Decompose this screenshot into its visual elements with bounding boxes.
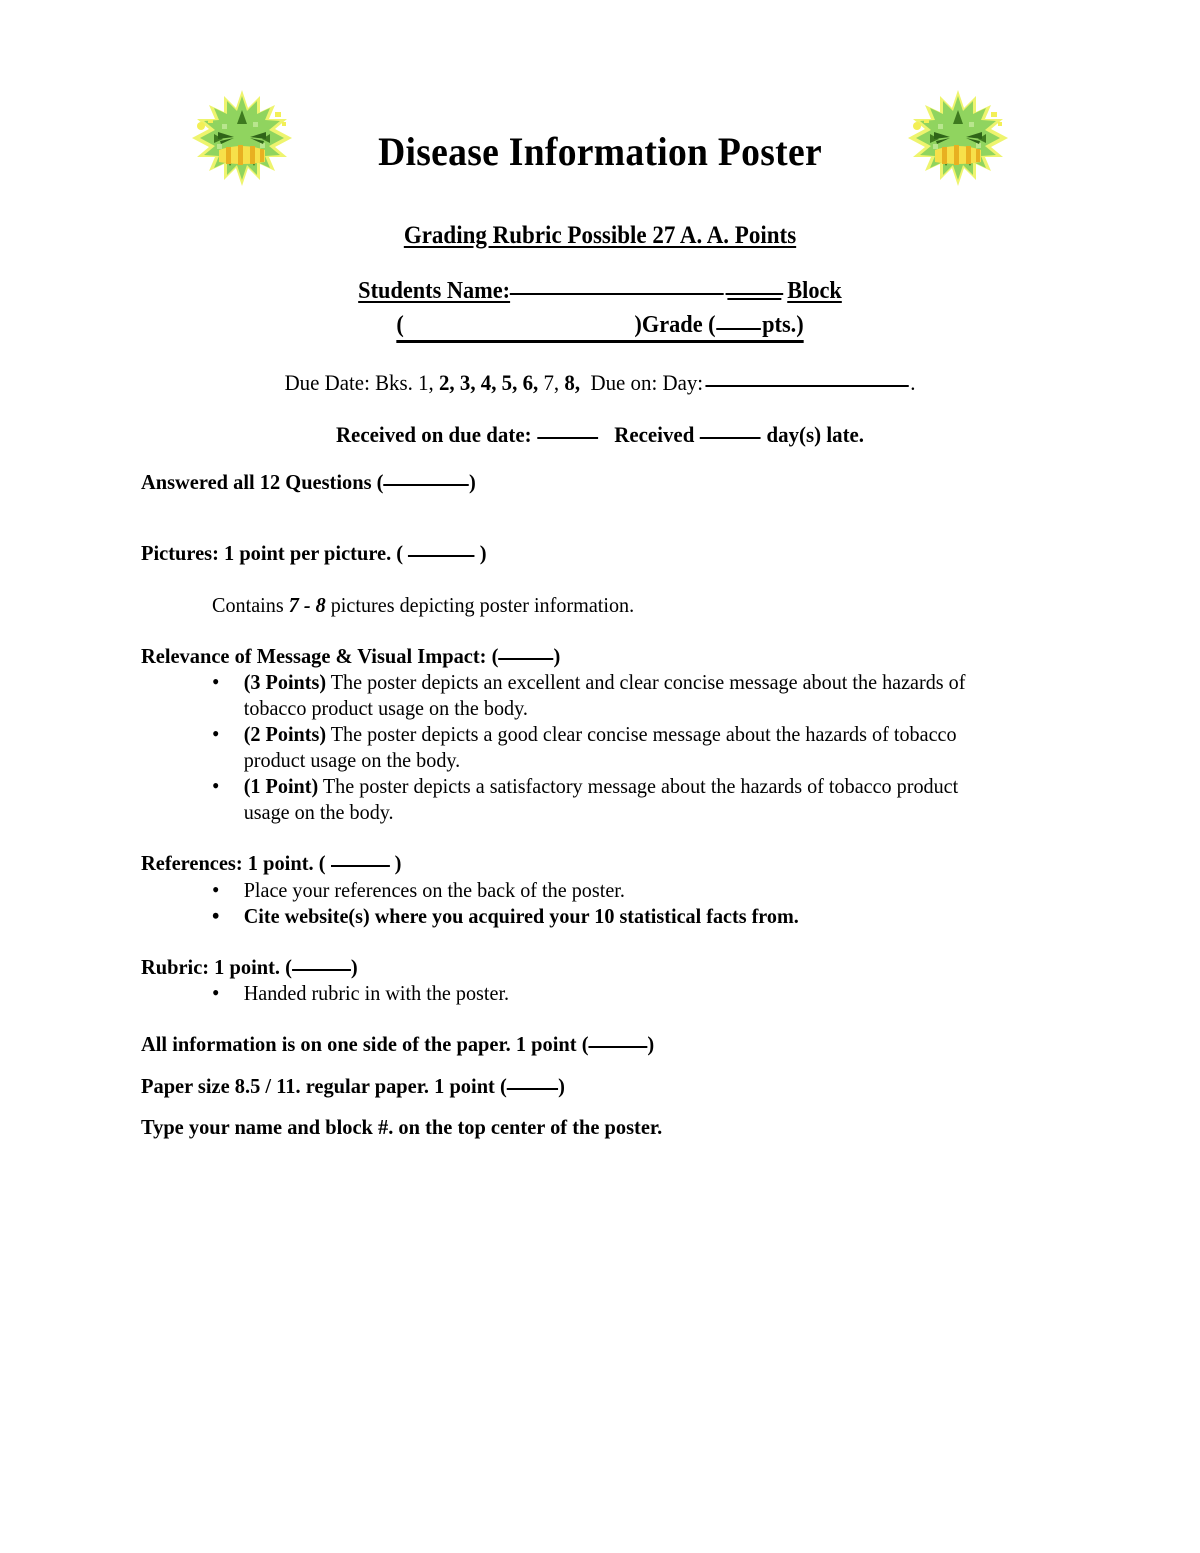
name-block-top-label: Type your name and block #. on the top center of the poster.: [141, 1114, 663, 1139]
paper-size-label: Paper size 8.5 / 11. regular paper. 1 point (: [141, 1073, 507, 1098]
relevance-text-1: The poster depicts a satisfactory message about the hazards of tobacco product usage on the body.: [243, 774, 959, 825]
block-number-blank[interactable]: [726, 293, 784, 295]
references-close: ): [389, 851, 402, 876]
spacer: [141, 495, 1009, 541]
one-side-blank[interactable]: [589, 1046, 648, 1048]
rubric-bullet-list: [141, 980, 1009, 1006]
book-numbers-regular-2: 7,: [543, 370, 560, 395]
pictures-note: [212, 593, 977, 618]
spacer: [141, 567, 1009, 593]
grade-close-paren: ): [634, 312, 642, 338]
list-item: [141, 877, 974, 903]
pictures-close: ): [474, 541, 487, 566]
one-side-label: All information is on one side of the paper. 1 point (: [141, 1032, 589, 1057]
spacer: [141, 1058, 1009, 1074]
relevance-points-3: (3 Points): [243, 670, 327, 695]
due-date-line: [30, 370, 1170, 396]
days-late-label: day(s) late.: [766, 422, 865, 447]
references-label: References: 1 point. (: [141, 851, 331, 876]
paper-size-blank[interactable]: [507, 1088, 558, 1090]
section-pictures-heading: [141, 541, 966, 566]
spacer: [141, 1006, 1009, 1032]
references-blank[interactable]: [331, 865, 390, 867]
spacer: [141, 1099, 1009, 1115]
list-item: [141, 721, 974, 773]
references-text-1: Place your references on the back of the poster.: [243, 877, 625, 902]
relevance-text-2: The poster depicts a good clear concise message about the hazards of tobacco product usage on the body.: [243, 722, 957, 773]
rubric-close: ): [350, 954, 358, 979]
spacer: [141, 929, 1009, 955]
rubric-body: [141, 470, 1009, 1140]
relevance-label: Relevance of Message & Visual Impact: (: [141, 643, 499, 668]
book-numbers-bold-1: 2, 3, 4, 5, 6,: [438, 370, 539, 395]
list-item: [141, 773, 974, 825]
due-line-period: .: [910, 370, 916, 395]
received-label: Received: [614, 422, 695, 447]
section-rubric-heading: [141, 955, 966, 980]
grade-label: Grade: [641, 312, 703, 338]
spacer: [141, 825, 1009, 851]
grade-points-blank[interactable]: [717, 328, 762, 330]
pictures-blank[interactable]: [408, 555, 475, 557]
grade-open-paren: (: [396, 312, 404, 338]
references-bullet-list: [141, 877, 1009, 929]
grade-pts-label: pts.): [762, 312, 804, 338]
one-side-close: ): [647, 1032, 655, 1057]
list-item: [141, 980, 974, 1006]
section-answered-questions-heading: [141, 470, 966, 495]
document-header: [0, 86, 1200, 196]
references-text-2: Cite website(s) where you acquired your 10 statistical facts from.: [243, 903, 799, 928]
received-on-due-date-blank[interactable]: [537, 437, 598, 439]
due-on-day-blank[interactable]: [705, 385, 908, 387]
due-on-day-label: Due on: Day:: [590, 370, 704, 395]
relevance-text-3: The poster depicts an excellent and clear concise message about the hazards of tobacco product usage on the body.: [243, 670, 966, 721]
grade-pts-open-paren: (: [708, 312, 716, 338]
rubric-label: Rubric: 1 point. (: [141, 954, 292, 979]
pictures-label: Pictures: 1 point per picture. (: [141, 541, 409, 566]
received-on-due-date-label: Received on due date:: [335, 422, 532, 447]
tail-line-paper-size: [141, 1074, 966, 1099]
answered-questions-label: Answered all 12 Questions (: [141, 470, 384, 494]
book-numbers-bold-2: 8,: [564, 370, 581, 395]
relevance-blank[interactable]: [498, 658, 553, 660]
list-item: [141, 669, 974, 721]
book-numbers-regular-1: 1,: [418, 370, 434, 395]
paper-size-close: ): [558, 1073, 565, 1098]
relevance-points-2: (2 Points): [243, 722, 327, 747]
tail-line-one-side: [141, 1032, 966, 1057]
rubric-blank[interactable]: [292, 969, 351, 971]
students-name-label: Students Name:: [358, 278, 511, 304]
due-date-label: Due Date: Bks.: [284, 370, 413, 395]
block-label: Block: [787, 278, 842, 304]
answered-questions-blank[interactable]: [383, 484, 469, 486]
rubric-text-1: Handed rubric in with the poster.: [243, 981, 510, 1006]
days-late-blank[interactable]: [700, 437, 761, 439]
answered-questions-close: ): [468, 470, 476, 494]
received-line: [30, 422, 1170, 448]
spacer: [141, 618, 1009, 644]
page-title: Disease Information Poster: [378, 129, 822, 174]
students-name-line: [42, 278, 1158, 305]
pictures-note-before: Contains: [212, 592, 289, 617]
pictures-note-after: pictures depicting poster information.: [325, 592, 635, 617]
relevance-close: ): [553, 643, 561, 668]
relevance-bullet-list: [141, 669, 1009, 825]
pictures-note-range: 7 - 8: [288, 592, 326, 617]
list-item: [141, 903, 974, 929]
relevance-points-1: (1 Point): [243, 774, 319, 799]
students-name-blank[interactable]: [510, 293, 724, 295]
document-subtitle: Grading Rubric Possible 27 A. A. Points: [403, 222, 797, 249]
grade-line: [42, 312, 1158, 343]
section-references-heading: [141, 851, 966, 876]
section-relevance-heading: [141, 644, 966, 669]
tail-line-name-block-top: [141, 1115, 966, 1140]
